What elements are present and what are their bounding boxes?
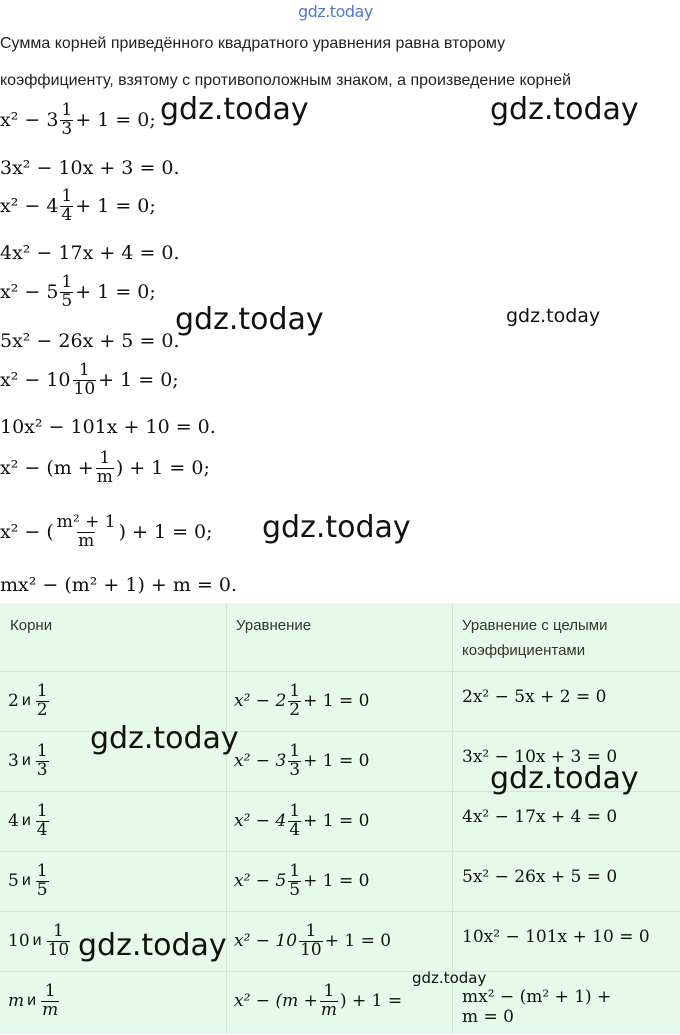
equation-3: x² − 4 $\frac{1}{4}$ + 1 = 0; — [0, 185, 156, 225]
table-row-int-equation: mx² − (m² + 1) + m = 0 — [462, 987, 612, 1027]
watermark: gdz.today — [160, 92, 309, 127]
equation-4: 4x² − 17x + 4 = 0. — [0, 242, 180, 264]
fraction: $\frac{1}{5}$ — [61, 271, 73, 311]
fraction: $\frac{1}{4}$ — [61, 185, 73, 225]
table-row-equation: x² − 5 $\frac{1}{5}$ + 1 = 0 — [234, 860, 370, 900]
roots-table — [0, 603, 680, 1034]
fraction: $\frac{\text{m² + 1}}{m}$ — [56, 511, 116, 551]
table-row-equation: x² − 2 $\frac{1}{2}$ + 1 = 0 — [234, 680, 370, 720]
watermark: gdz.today — [90, 721, 239, 756]
equation-5: x² − 5 $\frac{1}{5}$ + 1 = 0; — [0, 271, 156, 311]
table-row-int-equation: 5x² − 26x + 5 = 0 — [462, 867, 618, 887]
table-row-roots: 3 и $\frac{1}{3}$ — [8, 740, 48, 780]
table-row-int-equation: 4x² − 17x + 4 = 0 — [462, 807, 618, 827]
table-row-roots: m и $\frac{1}{m}$ — [8, 980, 59, 1020]
intro-line-2: коэффициенту, взятому с противоположным знаком, а произведение корней — [0, 72, 572, 89]
watermark-top: gdz.today — [298, 2, 373, 21]
equation-2: 3x² − 10x + 3 = 0. — [0, 157, 180, 179]
table-row-roots: 5 и $\frac{1}{5}$ — [8, 860, 48, 900]
equation-9: x² − (m + $\frac{1}{m}$ ) + 1 = 0; — [0, 447, 210, 487]
intro-line-1: Сумма корней приведённого квадратного уравнения равна второму — [0, 35, 506, 52]
watermark: gdz.today — [490, 761, 639, 796]
table-row-equation: x² − (m + $\frac{1}{m}$ ) + 1 = — [234, 980, 403, 1020]
table-row-int-equation: 2x² − 5x + 2 = 0 — [462, 687, 607, 707]
fraction: $\frac{1}{10}$ — [73, 359, 96, 399]
watermark: gdz.today — [175, 302, 324, 337]
equation-1: x² − 3 $\frac{1}{3}$ + 1 = 0; — [0, 99, 156, 139]
table-row-int-equation: 3x² − 10x + 3 = 0 — [462, 747, 618, 767]
header-int-equation: Уравнение с целыми коэффициентами — [462, 617, 608, 659]
table-row-equation: x² − 3 $\frac{1}{3}$ + 1 = 0 — [234, 740, 370, 780]
equation-11: mx² − (m² + 1) + m = 0. — [0, 574, 238, 596]
table-row-int-equation: 10x² − 101x + 10 = 0 — [462, 927, 650, 947]
watermark: gdz.today — [262, 510, 411, 545]
watermark: gdz.today — [506, 305, 601, 327]
table-row-roots: 10 и $\frac{1}{10}$ — [8, 920, 70, 960]
table-row-roots: 4 и $\frac{1}{4}$ — [8, 800, 48, 840]
header-roots: Корни — [10, 617, 53, 634]
fraction: $\frac{1}{3}$ — [61, 99, 73, 139]
watermark: gdz.today — [490, 92, 639, 127]
equation-10: x² − ( $\frac{\text{m² + 1}}{m}$ ) + 1 = 0; — [0, 511, 213, 551]
header-equation: Уравнение — [236, 617, 312, 634]
equation-7: x² − 10 $\frac{1}{10}$ + 1 = 0; — [0, 359, 179, 399]
table-row-equation: x² − 4 $\frac{1}{4}$ + 1 = 0 — [234, 800, 370, 840]
equation-6: 5x² − 26x + 5 = 0. — [0, 330, 180, 352]
watermark: gdz.today — [412, 969, 487, 987]
equation-8: 10x² − 101x + 10 = 0. — [0, 416, 216, 438]
table-row-equation: x² − 10 $\frac{1}{10}$ + 1 = 0 — [234, 920, 392, 960]
watermark: gdz.today — [78, 928, 227, 963]
table-row-roots: 2 и $\frac{1}{2}$ — [8, 680, 48, 720]
fraction: $\frac{1}{m}$ — [96, 447, 113, 487]
